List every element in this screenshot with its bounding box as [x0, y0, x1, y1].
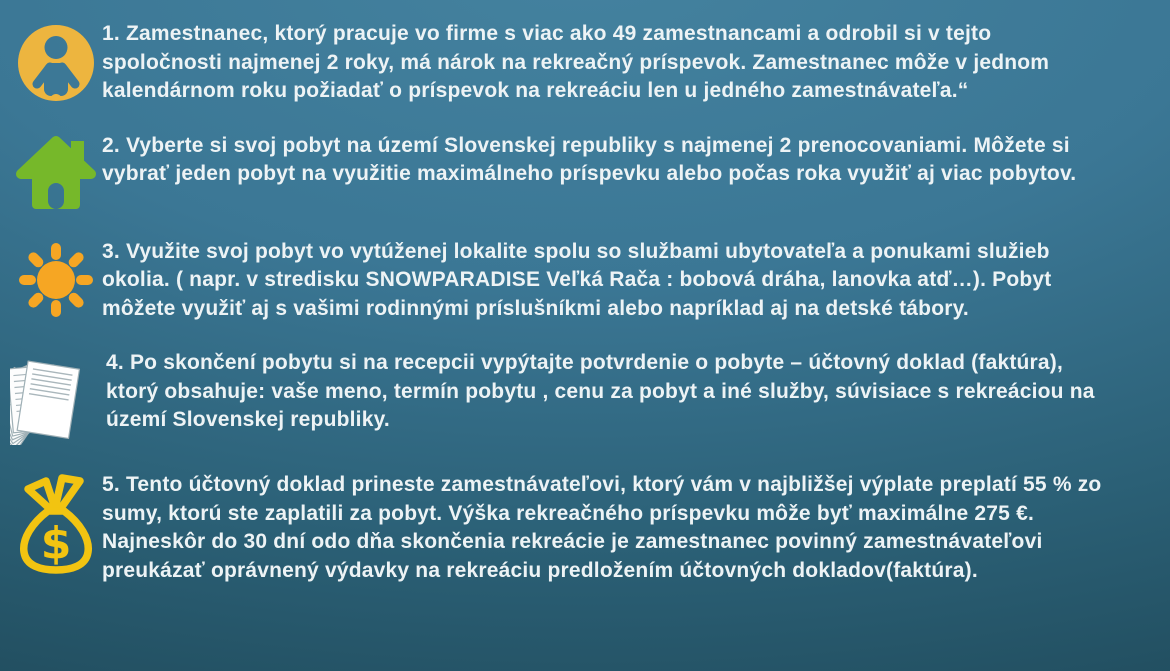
step-text-2: 2. Vyberte si svoj pobyt na území Slovenskej republiky s najmenej 2 prenocovaniami. Môžete si vybrať jeden pobyt na využitie maximálneho príspevku alebo počas roka využiť aj viac pobytov.: [102, 133, 1077, 185]
sun-icon-shape: [24, 248, 88, 312]
documents-icon-shape: [10, 361, 79, 445]
dollar-sign-glyph: $: [40, 518, 72, 569]
house-icon: [10, 132, 102, 212]
step-row-1: [10, 20, 1146, 106]
step-row-5: [10, 471, 1146, 585]
step-text-1: 1. Zamestnanec, ktorý pracuje vo firme s viac ako 49 zamestnancami a odrobil si v tejto spoločnosti najmenej 2 roky, má nárok na rekreačný príspevok. Zamestnanec môže v jednom kalendárnom roku požiadať o príspevok na rekreáciu len u jedného zamestnávateľa.“: [102, 22, 1050, 102]
house-icon-shape: [21, 141, 91, 209]
step-text-5: 5. Tento účtovný doklad prineste zamestnávateľovi, ktorý vám v najbližšej výplate preplatí 55 % zo sumy, ktorú ste zaplatili za pobyt. Výška rekreačného príspevku môže byť maximálne 275 €. Najneskôr do 30 dní odo dňa skončenia rekreácie je zamestnanec povinný zamestnávateľovi preukázať oprávnený výdavky na rekreáciu predložením účtovných dokladov(faktúra).: [102, 473, 1102, 582]
documents-icon: [10, 349, 106, 445]
step-row-3: [10, 238, 1146, 324]
step-text-3: 3. Využite svoj pobyt vo vytúženej lokalite spolu so službami ubytovateľa a ponukami služieb okolia. ( napr. v stredisku SNOWPARADISE Veľká Rača : bobová dráha, lanovka atď…). Pobyt môžete využiť aj s vašimi rodinnými príslušníkmi alebo napríklad aj na detské tábory.: [102, 239, 1052, 320]
step-text-4: 4. Po skončení pobytu si na recepcii vypýtajte potvrdenie o pobyte – účtovný doklad (faktúra), ktorý obsahuje: vaše meno, termín pobytu , cenu za pobyt a iné služby, súvisiace s rekreáciou na území Slovenskej republiky.: [106, 351, 1095, 431]
person-icon-shape: [18, 25, 94, 101]
person-icon: [10, 20, 102, 104]
sun-icon: [10, 238, 102, 320]
step-row-2: [10, 132, 1146, 212]
step-row-4: [10, 349, 1146, 445]
money-bag-icon: [10, 471, 102, 575]
